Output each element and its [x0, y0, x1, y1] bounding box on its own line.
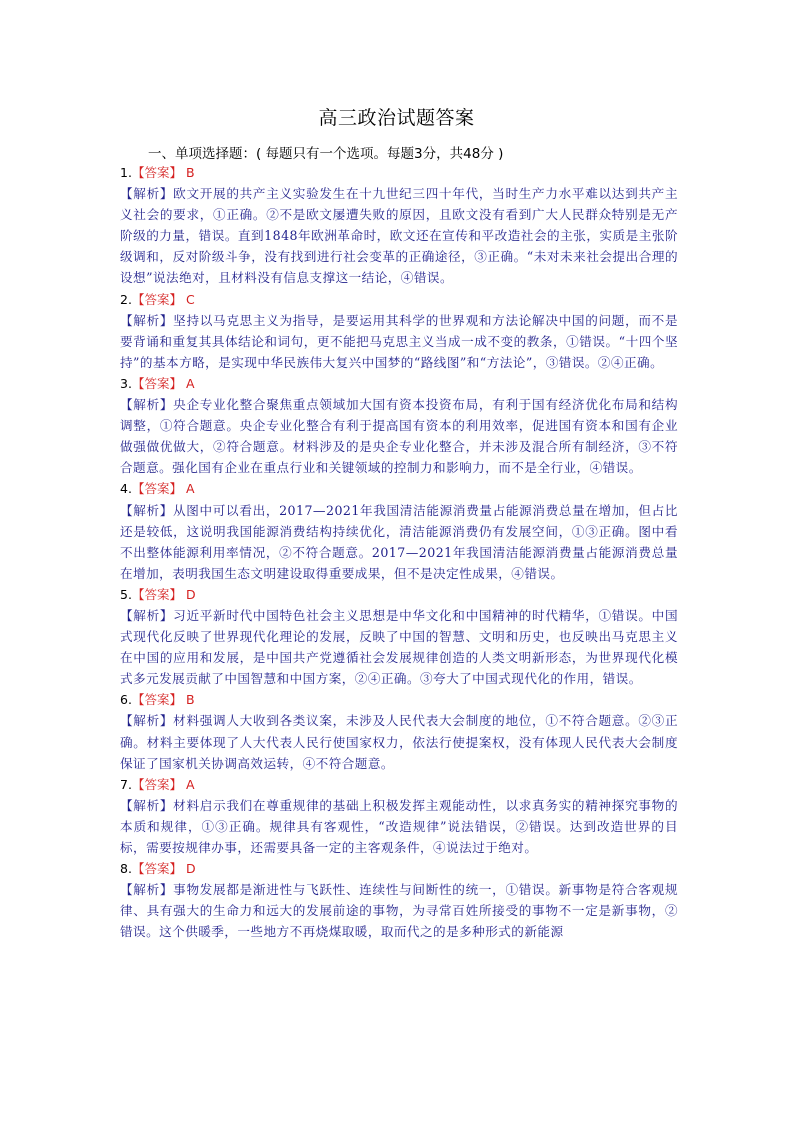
answer-line [120, 289, 678, 310]
question-3 [120, 373, 678, 478]
analysis-paragraph [120, 500, 678, 584]
analysis-paragraph [120, 310, 678, 373]
answer-tag: 【答案】 [131, 165, 182, 180]
analysis-paragraph [120, 879, 678, 942]
answer-value: D [185, 586, 196, 602]
question-7 [120, 774, 678, 858]
answer-line [120, 373, 678, 394]
analysis-text: 坚持以马克思主义为指导，是要运用其科学的世界观和方法论解决中国的问题，而不是要背诵和重复其具体结论和词句，更不能把马克思主义当成一成不变的教条，①错误。“十四个坚持”的基本方略，是实现中华民族伟大复兴中国梦的“路线图”和“方法论”，③错误。②④正确。 [120, 312, 678, 370]
question-1 [120, 162, 678, 289]
analysis-tag: 【解析】 [120, 397, 174, 413]
analysis-paragraph [120, 605, 678, 689]
question-number: 6. [120, 692, 132, 708]
question-4 [120, 478, 678, 583]
analysis-tag: 【解析】 [120, 502, 174, 518]
analysis-paragraph [120, 795, 678, 858]
answer-line [120, 858, 678, 879]
analysis-text: 材料启示我们在尊重规律的基础上积极发挥主观能动性，以求真务实的精神探究事物的本质和规律，①③正确。规律具有客观性，“改造规律”说法错误，②错误。达到改造世界的目标，需要按规律办事，还需要具备一定的主客观条件，④说法过于绝对。 [120, 797, 678, 855]
answer-tag: 【答案】 [131, 692, 182, 708]
question-2 [120, 289, 678, 373]
answer-tag: 【答案】 [131, 375, 182, 391]
analysis-text: 习近平新时代中国特色社会主义思想是中华文化和中国精神的时代精华，①错误。中国式现代化反映了世界现代化理论的发展，反映了中国的智慧、文明和历史，也反映出马克思主义在中国的应用和发展，是中国共产党遵循社会发展规律创造的人类文明新形态，为世界现代化模式多元发展贡献了中国智慧和中国方案，②④正确。③夸大了中国式现代化的作用，错误。 [120, 607, 678, 687]
answer-line [120, 584, 678, 605]
question-number: 1. [120, 165, 132, 180]
analysis-paragraph [120, 394, 678, 478]
analysis-tag: 【解析】 [120, 882, 174, 898]
page-title: 高三政治试题答案 [318, 107, 475, 129]
analysis-text: 事物发展都是渐进性与飞跃性、连续性与间断性的统一，①错误。新事物是符合客观规律、具有强大的生命力和远大的发展前途的事物，为寻常百姓所接受的事物不一定是新事物，②错误。这个供暖季，一些地方不再烧煤取暖，取而代之的是多种形式的新能源 [120, 882, 678, 940]
question-8 [120, 858, 678, 942]
analysis-text: 央企专业化整合聚焦重点领域加大国有资本投资布局，有利于国有经济优化布局和结构调整，①符合题意。央企专业化整合有利于提高国有资本的利用效率，促进国有资本和国有企业做强做优做大，②符合题意。材料涉及的是央企专业化整合，并未涉及混合所有制经济，③不符合题意。强化国有企业在重点行业和关键领域的控制力和影响力，而不是全行业，④错误。 [120, 397, 678, 476]
answer-value: B [185, 165, 195, 180]
question-number: 7. [120, 776, 132, 792]
answer-line [120, 478, 678, 499]
answer-tag: 【答案】 [131, 481, 182, 497]
answer-line [120, 774, 678, 795]
analysis-tag: 【解析】 [120, 797, 174, 813]
answer-tag: 【答案】 [131, 586, 182, 602]
question-number: 4. [120, 481, 132, 497]
section-heading: 一、单项选择题：( 每题只有一个选项。每题3分，共48分 ) [148, 146, 504, 162]
answer-value: C [185, 291, 195, 307]
answer-value: D [185, 861, 196, 877]
answer-line [120, 162, 678, 183]
analysis-paragraph [120, 710, 678, 773]
answer-line [120, 689, 678, 710]
analysis-text: 从图中可以看出，2017—2021年我国清洁能源消费量占能源消费总量在增加，但占比还是较低，这说明我国能源消费结构持续优化，清洁能源消费仍有发展空间，①③正确。图中看不出整体能源利用率情况，②不符合题意。2017—2021年我国清洁能源消费量占能源消费总量在增加，表明我国生态文明建设取得重要成果，但不是决定性成果，④错误。 [120, 502, 678, 581]
answer-value: A [185, 481, 195, 497]
answer-tag: 【答案】 [131, 861, 182, 877]
question-number: 8. [120, 861, 132, 877]
question-6 [120, 689, 678, 773]
question-number: 3. [120, 375, 132, 391]
answer-list [120, 162, 678, 942]
answer-value: B [185, 692, 195, 708]
question-5 [120, 584, 678, 689]
answer-value: A [185, 375, 195, 391]
answer-tag: 【答案】 [131, 776, 182, 792]
question-number: 2. [120, 291, 132, 307]
analysis-tag: 【解析】 [120, 186, 174, 202]
analysis-paragraph [120, 183, 678, 288]
answer-value: A [185, 776, 195, 792]
analysis-text: 欧文开展的共产主义实验发生在十九世纪三四十年代，当时生产力水平难以达到共产主义社会的要求，①正确。②不是欧文屡遭失败的原因，且欧文没有看到广大人民群众特别是无产阶级的力量，错误。直到1848年欧洲革命时，欧文还在宣传和平改造社会的主张，实质是主张阶级调和，反对阶级斗争，没有找到进行社会变革的正确途径，③正确。“未对未来社会提出合理的设想”说法绝对，且材料没有信息支撑这一结论，④错误。 [120, 186, 678, 286]
analysis-tag: 【解析】 [120, 713, 174, 729]
analysis-text: 材料强调人大收到各类议案，未涉及人民代表大会制度的地位，①不符合题意。②③正确。材料主要体现了人大代表人民行使国家权力，依法行使提案权，没有体现人民代表大会制度保证了国家机关协调高效运转，④不符合题意。 [120, 713, 678, 771]
question-number: 5. [120, 586, 132, 602]
answer-tag: 【答案】 [131, 291, 182, 307]
analysis-tag: 【解析】 [120, 607, 174, 623]
analysis-tag: 【解析】 [120, 312, 174, 328]
